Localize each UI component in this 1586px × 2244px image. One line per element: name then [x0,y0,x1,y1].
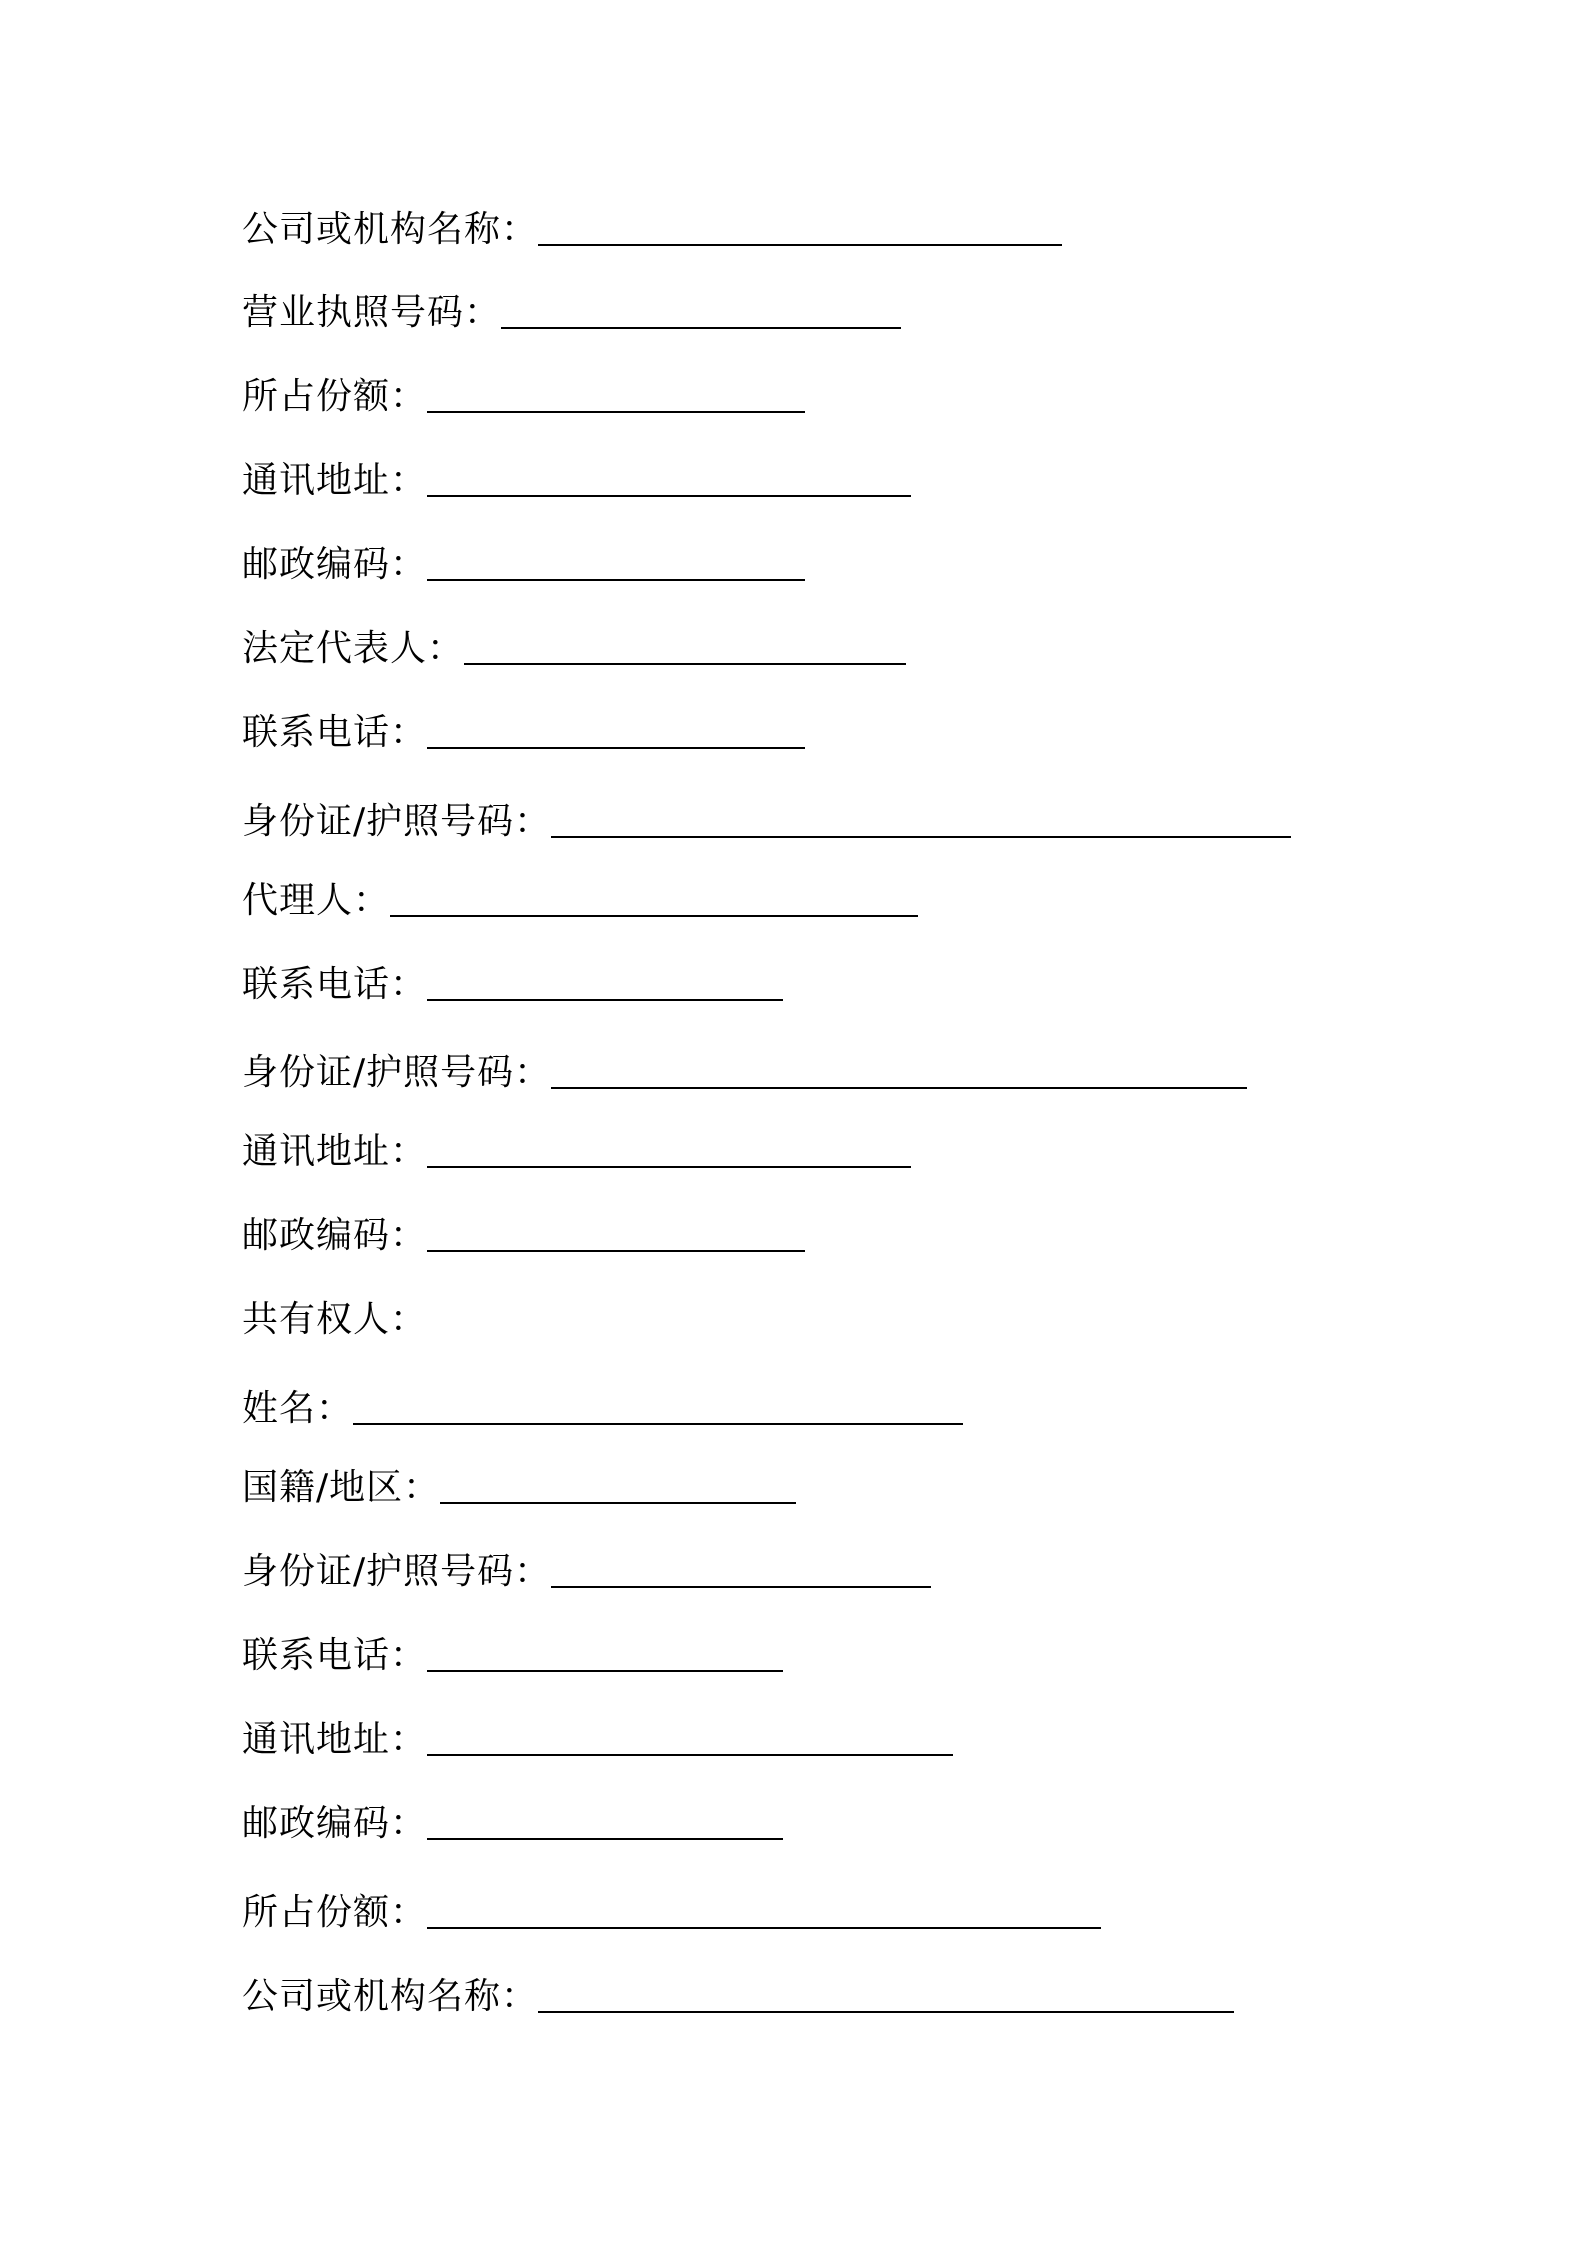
field-row-co-owner-phone [242,1631,783,1681]
field-label: 身份证/护照号码： [242,1052,552,1093]
field-row-agent [242,876,918,926]
field-label: 邮政编码： [242,1803,428,1844]
field-row-agent-phone [242,960,783,1010]
field-row-co-owner-id-passport [242,1547,931,1597]
field-row-phone [242,708,805,758]
field-row-legal-representative [242,624,906,674]
field-row-co-owner-address [242,1715,953,1765]
fill-in-blank[interactable] [427,747,805,749]
field-row-co-owner-postal-code [242,1799,783,1849]
field-label: 代理人： [242,880,391,921]
field-row-agent-postal-code [242,1211,805,1261]
field-label: 邮政编码： [242,1215,428,1256]
fill-in-blank[interactable] [464,663,906,665]
fill-in-blank[interactable] [538,2011,1234,2013]
fill-in-blank[interactable] [427,1838,783,1840]
field-label: 营业执照号码： [242,292,502,333]
field-row-name [242,1384,963,1434]
fill-in-blank[interactable] [538,244,1062,246]
field-label: 姓名： [242,1388,354,1429]
fill-in-blank[interactable] [427,999,783,1001]
field-label: 法定代表人： [242,628,465,669]
field-row-business-license [242,288,901,338]
fill-in-blank[interactable] [353,1423,963,1425]
fill-in-blank[interactable] [427,1166,911,1168]
fill-in-blank[interactable] [427,1754,953,1756]
fill-in-blank[interactable] [427,1250,805,1252]
field-row-company-name [242,205,1062,255]
field-row-nationality [242,1463,796,1513]
field-label: 联系电话： [242,712,428,753]
field-label: 身份证/护照号码： [242,801,552,842]
field-row-co-owner-share [242,1888,1101,1938]
field-label: 通讯地址： [242,460,428,501]
fill-in-blank[interactable] [427,579,805,581]
fill-in-blank[interactable] [440,1502,796,1504]
fill-in-blank[interactable] [390,915,918,917]
fill-in-blank[interactable] [551,1087,1247,1089]
fill-in-blank[interactable] [427,411,805,413]
field-row-agent-address [242,1127,911,1177]
field-label: 通讯地址： [242,1719,428,1760]
field-label: 联系电话： [242,964,428,1005]
fill-in-blank[interactable] [427,495,911,497]
field-label: 所占份额： [242,1892,428,1933]
field-row-share [242,372,805,422]
fill-in-blank[interactable] [427,1670,783,1672]
field-label: 通讯地址： [242,1131,428,1172]
field-label: 联系电话： [242,1635,428,1676]
section-heading: 共有权人： [242,1299,428,1340]
field-row-agent-id-passport [242,1048,1247,1098]
field-row-id-passport [242,797,1291,847]
field-row-address [242,456,911,506]
field-row-postal-code [242,540,805,590]
field-label: 公司或机构名称： [242,1976,539,2017]
field-label: 公司或机构名称： [242,209,539,250]
fill-in-blank[interactable] [427,1927,1101,1929]
field-row-co-owner-company-name [242,1972,1234,2022]
fill-in-blank[interactable] [501,327,901,329]
field-label: 邮政编码： [242,544,428,585]
section-heading-co-owner [242,1295,427,1345]
field-label: 国籍/地区： [242,1467,441,1508]
fill-in-blank[interactable] [551,1586,931,1588]
fill-in-blank[interactable] [551,836,1291,838]
field-label: 所占份额： [242,376,428,417]
field-label: 身份证/护照号码： [242,1551,552,1592]
